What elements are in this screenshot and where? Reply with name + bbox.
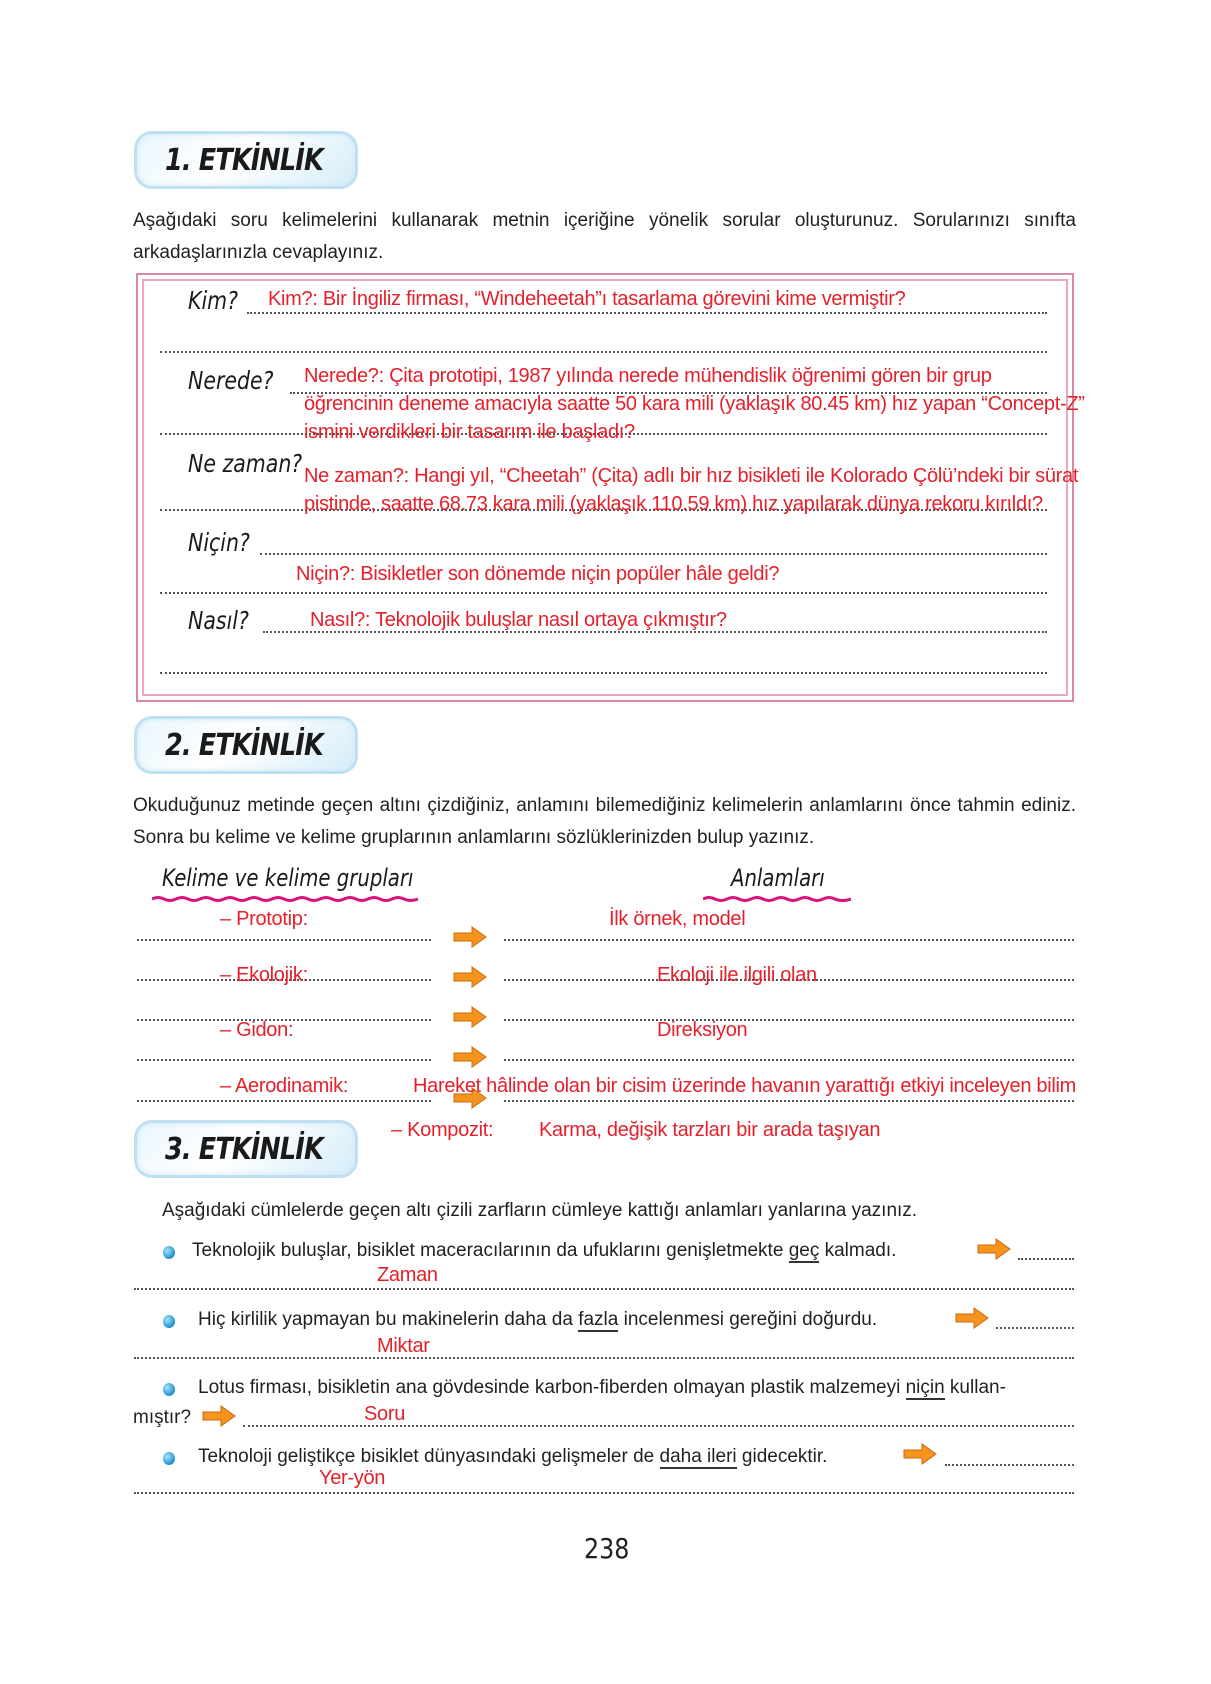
answer-text[interactable]: Nerede?: Çita prototipi, 1987 yılında nerede mühendislik öğrenimi gören bir grup — [304, 365, 992, 387]
activity-3-badge — [134, 1120, 358, 1178]
underlined-adverb: niçin — [905, 1377, 945, 1398]
arrow-right-icon — [977, 1238, 1011, 1260]
answer-line — [134, 1492, 1074, 1494]
activity-1-title: 1. ETKİNLİK — [165, 143, 323, 178]
bullet-icon — [163, 1246, 175, 1259]
adverb-answer[interactable]: Miktar — [377, 1335, 430, 1357]
answer-line — [247, 312, 1047, 314]
activity-1-instructions: Aşağıdaki soru kelimelerini kullanarak metnin içeriğine yönelik sorular oluşturunuz. Sorularınızı sınıfta arkadaşlarınızla cevaplayınız. — [133, 210, 1076, 263]
vocab-word[interactable]: – Gidon: — [220, 1019, 294, 1041]
bullet-icon — [163, 1383, 175, 1396]
answer-line — [160, 592, 1047, 594]
question-word-nerede: Nerede? — [188, 366, 274, 395]
column-header-meanings: Anlamları — [731, 864, 825, 892]
vocab-word[interactable]: – Ekolojik: — [220, 964, 308, 986]
vocab-word[interactable]: – Aerodinamik: — [220, 1075, 349, 1097]
question-word-nicin: Niçin? — [188, 528, 250, 557]
underlined-adverb: geç — [788, 1240, 820, 1261]
meaning-line — [504, 1100, 1074, 1102]
bullet-icon — [163, 1315, 175, 1328]
arrow-right-icon — [453, 1046, 487, 1068]
question-word-nasil: Nasıl? — [188, 606, 249, 635]
question-word-kim: Kim? — [188, 286, 238, 315]
answer-line — [160, 672, 1047, 674]
answer-line — [260, 553, 1047, 555]
bullet-icon — [163, 1452, 175, 1465]
meaning-line — [504, 1059, 1074, 1061]
sentence-3: Lotus firması, bisikletin ana gövdesinde karbon-fiberden olmayan plastik malzemeyi niçin kullan- — [198, 1377, 1006, 1398]
wavy-underline — [152, 896, 418, 902]
column-header-words: Kelime ve kelime grupları — [162, 864, 414, 892]
question-word-ne-zaman: Ne zaman? — [188, 449, 303, 478]
sentence-4: Teknoloji geliştikçe bisiklet dünyasındaki gelişmeler de daha ileri gidecektir. — [198, 1446, 828, 1467]
answer-text[interactable]: Niçin?: Bisikletler son dönemde niçin popüler hâle geldi? — [296, 563, 780, 585]
meaning-line — [504, 1019, 1074, 1021]
answer-text[interactable]: Nasıl?: Teknolojik buluşlar nasıl ortaya çıkmıştır? — [310, 609, 727, 631]
arrow-right-icon — [453, 926, 487, 948]
arrow-right-icon — [453, 1006, 487, 1028]
answer-line — [243, 1425, 1074, 1427]
vocab-meaning[interactable]: Ekoloji ile ilgili olan — [657, 964, 817, 986]
meaning-line — [504, 939, 1074, 941]
sentence-2: Hiç kirlilik yapmayan bu makinelerin daha da fazla incelenmesi gereğini doğurdu. — [198, 1309, 878, 1330]
answer-line — [1018, 1258, 1074, 1260]
vocab-word[interactable]: – Prototip: — [220, 908, 308, 930]
word-line — [137, 1100, 431, 1102]
vocab-word[interactable]: – Kompozit: — [391, 1119, 494, 1141]
arrow-right-icon — [453, 966, 487, 988]
page-number: 238 — [584, 1532, 630, 1565]
word-line — [137, 939, 431, 941]
activity-2-title: 2. ETKİNLİK — [165, 728, 323, 763]
activity-1-badge — [134, 131, 358, 189]
vocab-meaning[interactable]: Hareket hâlinde olan bir cisim üzerinde havanın yarattığı etkiyi inceleyen bilim — [413, 1075, 1077, 1097]
arrow-right-icon — [955, 1307, 989, 1329]
underlined-adverb: daha ileri — [659, 1446, 737, 1467]
answer-text[interactable]: ismini verdikleri bir tasarım ile başladı? — [304, 421, 635, 443]
arrow-right-icon — [903, 1443, 937, 1465]
answer-text[interactable]: Ne zaman?: Hangi yıl, “Cheetah” (Çita) adlı bir hız bisikleti ile Kolorado Çölü’ndeki bir sürat — [304, 465, 1079, 487]
adverb-answer[interactable]: Soru — [364, 1403, 406, 1425]
vocab-meaning[interactable]: İlk örnek, model — [609, 908, 746, 930]
answer-line — [996, 1327, 1074, 1329]
activity-3-title: 3. ETKİNLİK — [165, 1132, 323, 1167]
underlined-adverb: fazla — [578, 1309, 619, 1330]
vocab-meaning[interactable]: Direksiyon — [657, 1019, 748, 1041]
adverb-answer[interactable]: Zaman — [377, 1264, 438, 1286]
answer-text[interactable]: öğrencinin deneme amacıyla saatte 50 kara mili (yaklaşık 80.45 km) hız yapan “Concept-Z” — [304, 393, 1085, 415]
answer-line — [160, 351, 1047, 353]
wavy-underline — [703, 896, 851, 902]
sentence-1: Teknolojik buluşlar, bisiklet maceracılarının da ufuklarını genişletmekte geç kalmadı. — [192, 1240, 897, 1261]
answer-line — [945, 1464, 1074, 1466]
answer-text[interactable]: pistinde, saatte 68.73 kara mili (yaklaşık 110.59 km) hız yapılarak dünya rekoru kırıldı? — [304, 493, 1043, 515]
activity-2-instructions: Okuduğunuz metinde geçen altını çizdiğiniz, anlamını bilemediğiniz kelimelerin anlamlarını önce tahmin ediniz. Sonra bu kelime ve kelime gruplarının anlamlarını sözlüklerinizden bulup yazınız. — [133, 795, 1076, 848]
answer-line — [134, 1357, 1074, 1359]
sentence-3-continuation: mıştır? — [133, 1407, 192, 1428]
activity-3-instructions: Aşağıdaki cümlelerde geçen altı çizili zarfların cümleye kattığı anlamları yanlarına yazınız. — [162, 1200, 918, 1221]
answer-text[interactable]: Kim?: Bir İngiliz firması, “Windeheetah”ı tasarlama görevini kime vermiştir? — [268, 288, 906, 310]
word-line — [137, 1059, 431, 1061]
activity-2-badge — [134, 716, 358, 774]
adverb-answer[interactable]: Yer-yön — [319, 1467, 386, 1489]
answer-line — [134, 1288, 1074, 1290]
arrow-right-icon — [202, 1405, 236, 1427]
vocab-meaning[interactable]: Karma, değişik tarzları bir arada taşıyan — [539, 1119, 881, 1141]
